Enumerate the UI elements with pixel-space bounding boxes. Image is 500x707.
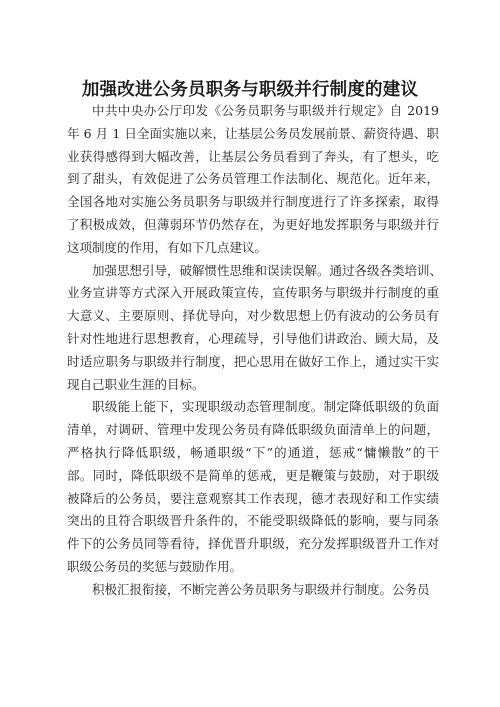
text-line: 中共中央办公厅印发《公务员职务与职级并行规定》自 2019	[92, 103, 439, 118]
text-line: 加强思想引导，破解惯性思维和误读误解。通过各级各类培训、	[92, 262, 443, 278]
text-line: 了积极成效，但薄弱环节仍然存在，为更好地发挥职务与职级并行	[67, 216, 439, 232]
text-line: 到了甜头，有效促进了公务员管理工作法制化、规范化。近年来，	[67, 171, 439, 187]
text-line: 全国各地对实施公务员职务与职级并行制度进行了许多探索，取得	[67, 194, 439, 210]
text-line: 时适应职务与职级并行制度，把心思用在做好工作上，通过实干实	[67, 353, 439, 369]
paragraph-1	[67, 100, 439, 260]
text-line: 部。同时，降低职级不是简单的惩戒，更是鞭策与鼓励，对于职级	[67, 467, 439, 483]
text-line: 严格执行降低职级，畅通职级“下”的通道，惩戒“慵懒散”的干	[67, 444, 439, 460]
document-body	[67, 100, 443, 602]
document-title: 加强改进公务员职务与职级并行制度的建议	[81, 80, 419, 100]
text-line: 这项制度的作用，有如下几点建议。	[67, 239, 268, 255]
text-line: 清单，对调研、管理中发现公务员有降低职级负面清单上的问题，	[67, 422, 439, 438]
text-line: 积极汇报衔接，不断完善公务员职务与职级并行制度。公务员	[92, 581, 430, 597]
text-line: 职级能上能下，实现职级动态管理制度。制定降低职级的负面	[92, 399, 439, 415]
text-line: 大意义、主要原则、择优导向，对少数思想上仍有波动的公务员有	[67, 308, 439, 324]
text-line: 业获得感得到大幅改善，让基层公务员看到了奔头，有了想头，吃	[67, 148, 439, 164]
text-line: 针对性地进行思想教育，心理疏导，引导他们讲政治、顾大局，及	[67, 330, 439, 346]
text-line: 职级公务员的奖惩与鼓励作用。	[67, 558, 243, 574]
text-line: 件下的公务员同等看待，择优晋升职级，充分发挥职级晋升工作对	[67, 536, 439, 552]
text-line: 突出的且符合职级晋升条件的，不能受职级降低的影响，要与同条	[67, 513, 439, 529]
text-line: 现自己职业生涯的目标。	[67, 376, 205, 392]
paragraph-4	[67, 579, 439, 602]
text-line: 被降后的公务员，要注意观察其工作表现，德才表现好和工作实绩	[67, 490, 439, 506]
paragraph-2	[67, 260, 443, 397]
text-line: 年 6 月 1 日全面实施以来，让基层公务员发展前景、薪资待遇、职	[67, 125, 439, 141]
text-line: 业务宣讲等方式深入开展政策宣传，宣传职务与职级并行制度的重	[67, 285, 439, 301]
paragraph-3	[67, 396, 439, 578]
